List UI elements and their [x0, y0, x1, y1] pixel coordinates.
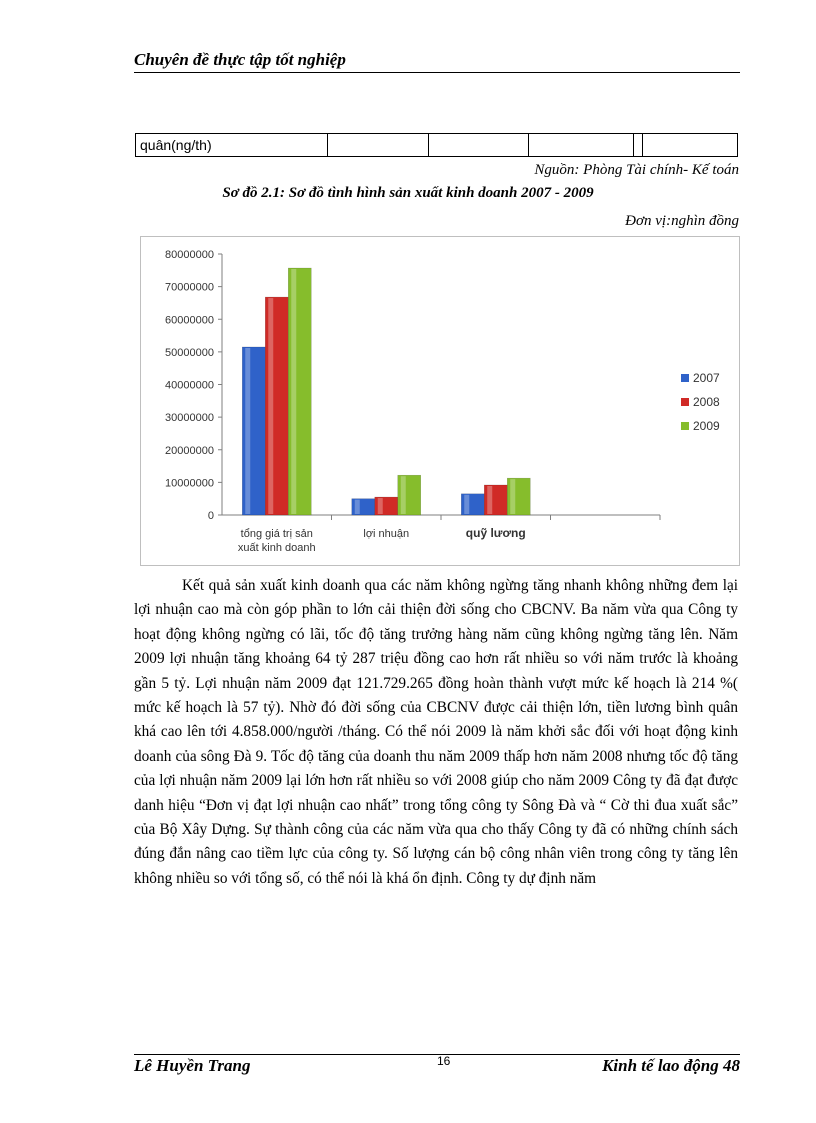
- table-cell: quân(ng/th): [136, 134, 328, 157]
- bar-highlight: [268, 298, 273, 514]
- y-tick-label: 0: [207, 510, 214, 522]
- table-cell: [643, 134, 738, 157]
- page-number: 16: [437, 1054, 451, 1068]
- table-cell: [634, 134, 643, 157]
- footer-class: Kinh tế lao động 48: [602, 1056, 740, 1075]
- y-tick-label: 50000000: [165, 346, 214, 359]
- table-row: [136, 134, 738, 157]
- x-category-label: xuất kinh doanh: [237, 542, 316, 554]
- legend-label-2009: 2009: [693, 419, 720, 433]
- table-cell: [529, 134, 634, 157]
- chart-frame: [141, 237, 740, 566]
- y-tick-label: 60000000: [165, 314, 214, 327]
- bar-highlight: [510, 479, 515, 514]
- bar-highlight: [487, 486, 492, 514]
- table-cell: [429, 134, 529, 157]
- source-note: Nguồn: Phòng Tài chính- Kế toán: [534, 162, 739, 178]
- legend-label-2007: 2007: [693, 371, 720, 385]
- y-tick-label: 10000000: [165, 477, 214, 490]
- legend-swatch-2009: [681, 422, 689, 430]
- unit-note: Đơn vị:nghìn đồng: [625, 213, 739, 229]
- x-category-label: lợi nhuận: [363, 528, 410, 540]
- x-category-label: quỹ lương: [465, 526, 526, 540]
- bar-highlight: [355, 500, 360, 514]
- chart-legend: [681, 371, 720, 433]
- y-tick-label: 20000000: [165, 444, 214, 457]
- bar-highlight: [291, 269, 296, 514]
- x-category-label: tổng giá trị sản: [240, 528, 313, 540]
- legend-swatch-2008: [681, 398, 689, 406]
- bar-chart: [140, 236, 740, 566]
- chart-caption: Sơ đồ 2.1: Sơ đồ tình hình sản xuất kinh doanh 2007 - 2009: [222, 185, 594, 201]
- legend-label-2008: 2008: [693, 395, 720, 409]
- y-tick-label: 70000000: [165, 281, 214, 294]
- bar-highlight: [464, 495, 469, 514]
- y-tick-label: 40000000: [165, 379, 214, 392]
- page-header: Chuyên đề thực tập tốt nghiệp: [134, 50, 740, 73]
- bar-highlight: [378, 498, 383, 514]
- y-tick-label: 30000000: [165, 412, 214, 425]
- bar-highlight: [245, 348, 250, 514]
- data-table: [135, 133, 738, 157]
- y-tick-label: 80000000: [165, 249, 214, 261]
- table-cell: [327, 134, 428, 157]
- legend-swatch-2007: [681, 374, 689, 382]
- body-paragraph: Kết quả sản xuất kinh doanh qua các năm không ngừng tăng nhanh không những đem lại lợi nhuận cao mà còn góp phần to lớn cải thiện đời sống cho CBCNV. Ba năm vừa qua Công ty hoạt động không ngừng có lãi, tốc độ tăng trưởng hàng năm cũng không ngừng tăng lên. Năm 2009 lợi nhuận tăng khoảng 64 tỷ 287 triệu đồng cao hơn rất nhiều so với năm trước là khoảng gần 5 tỷ. Lợi nhuận năm 2009 đạt 121.729.265 đồng hoàn thành vượt mức kế hoạch là 214 %( mức kế hoạch là 57 tỷ). Nhờ đó đời sống của CBCNV được cải thiện lớn, tiền lương bình quân khá cao lên tới 4.858.000/người /tháng. Có thể nói 2009 là năm khởi sắc đối với hoạt động kinh doanh của sông Đà 9. Tốc độ tăng của doanh thu năm 2009 thấp hơn năm 2008 nhưng tốc độ tăng của lợi nhuận năm 2009 lại lớn hơn rất nhiều so với 2008 giúp cho năm 2009 Công ty đã đạt được danh hiệu “Đơn vị đạt lợi nhuận cao nhất” trong tổng công ty Sông Đà và “ Cờ thi đua xuất sắc” của Bộ Xây Dựng. Sự thành công của các năm vừa qua cho thấy Công ty đã có những chính sách đúng đắn nâng cao tiềm lực của công ty. Số lượng cán bộ công nhân viên trong công ty tăng lên không nhiều so với tổng số, có thể nói là khá ổn định. Công ty dự định năm: [134, 577, 738, 887]
- bar-highlight: [401, 476, 406, 514]
- footer-author: Lê Huyền Trang: [134, 1056, 251, 1075]
